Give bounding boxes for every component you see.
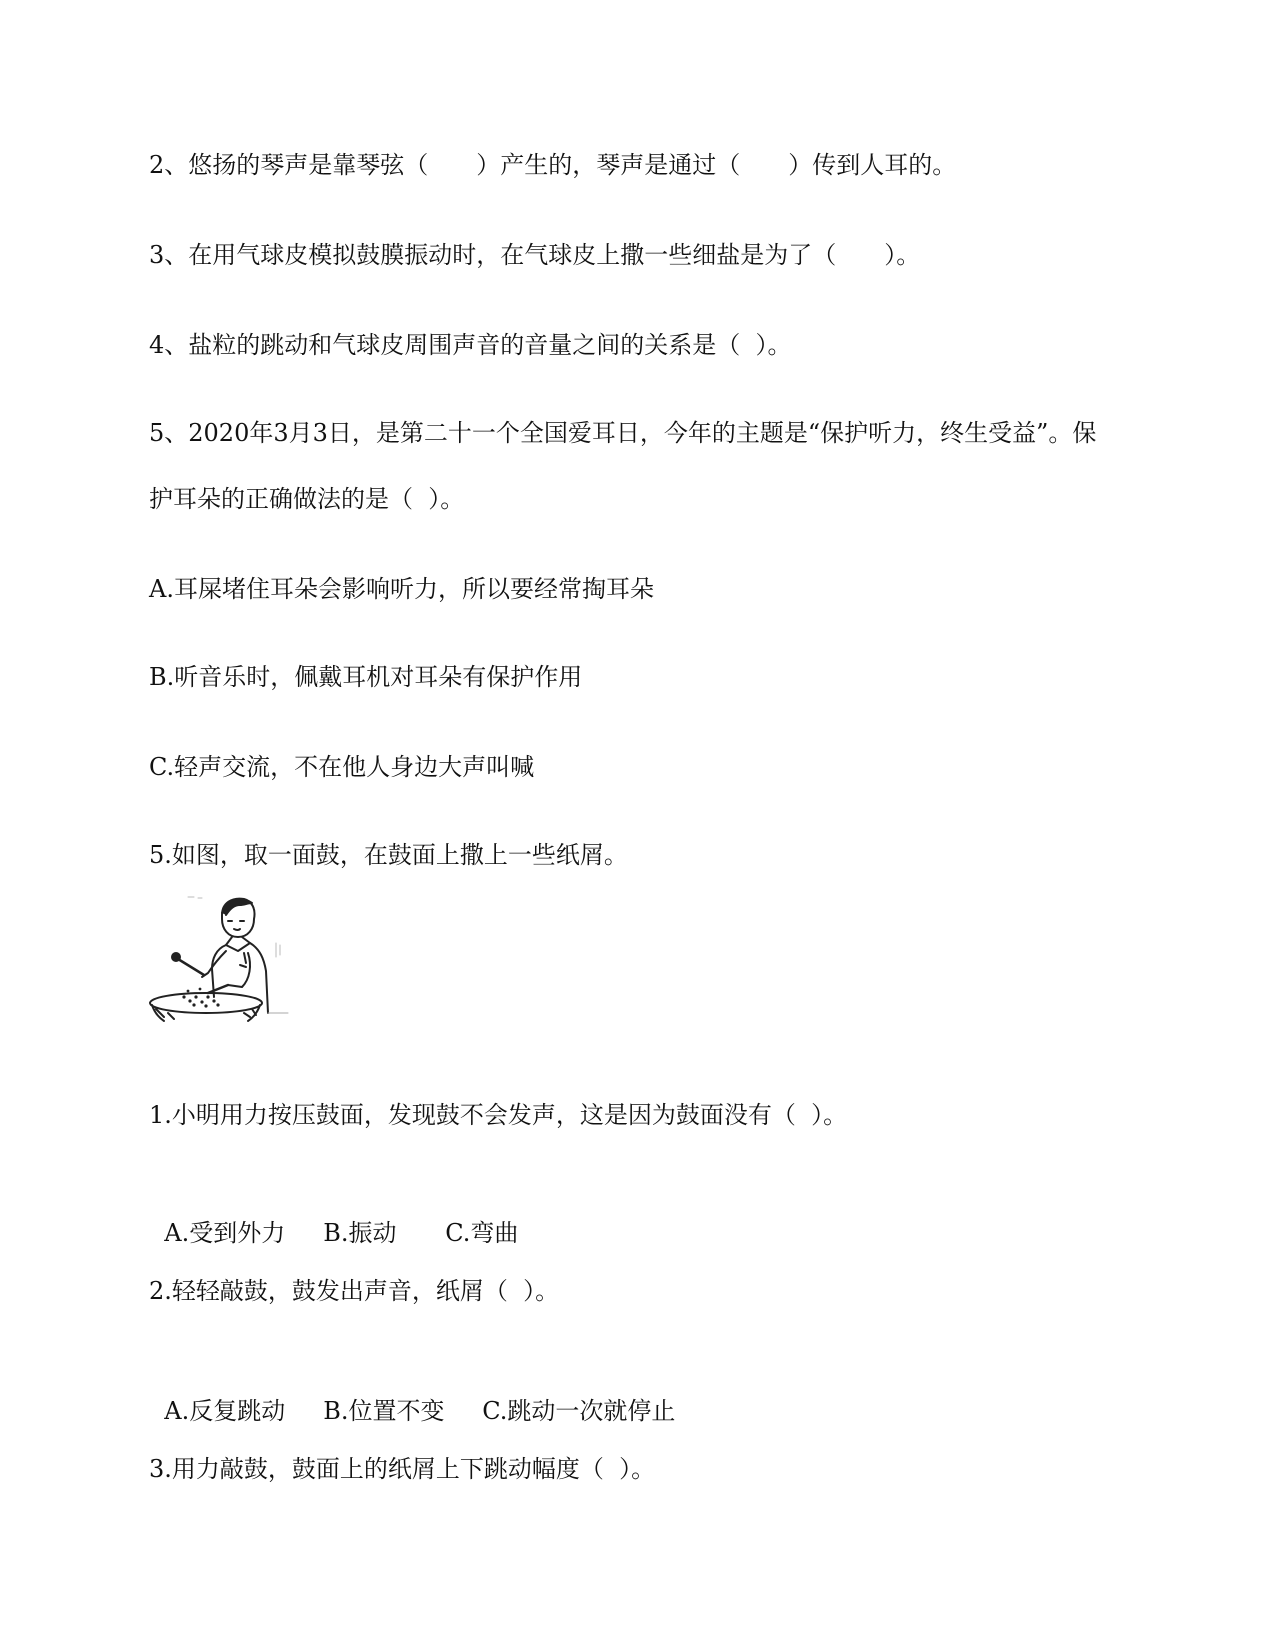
sub-question-1-options <box>149 1188 518 1248</box>
boy-beating-drum-illustration <box>148 893 296 1027</box>
sub-question-1-option-c: C.弯曲 <box>445 1219 519 1247</box>
sub-question-3: 3.用力敲鼓，鼓面上的纸屑上下跳动幅度（ ）。 <box>149 1455 656 1483</box>
sub-question-2-option-c: C.跳动一次就停止 <box>482 1397 676 1425</box>
sub-question-1-option-a: A.受到外力 <box>164 1219 286 1247</box>
question-5-line-2: 护耳朵的正确做法的是（ ）。 <box>149 485 465 513</box>
sub-question-1: 1.小明用力按压鼓面，发现鼓不会发声，这是因为鼓面没有（ ）。 <box>149 1101 848 1129</box>
question-4: 4、盐粒的跳动和气球皮周围声音的音量之间的关系是（ ）。 <box>149 331 792 359</box>
sub-question-2: 2.轻轻敲鼓，鼓发出声音，纸屑（ ）。 <box>149 1277 560 1305</box>
question-5-option-b: B.听音乐时，佩戴耳机对耳朵有保护作用 <box>149 663 583 691</box>
sub-question-1-option-b: B.振动 <box>323 1219 397 1247</box>
sub-question-2-options <box>149 1366 675 1426</box>
question-2: 2、悠扬的琴声是靠琴弦（ ）产生的，琴声是通过（ ）传到人耳的。 <box>149 151 957 179</box>
sub-question-2-option-b: B.位置不变 <box>323 1397 445 1425</box>
drum-experiment-intro: 5.如图，取一面鼓，在鼓面上撒上一些纸屑。 <box>149 841 628 869</box>
question-5-option-a: A.耳屎堵住耳朵会影响听力，所以要经常掏耳朵 <box>149 575 654 603</box>
question-5-option-c: C.轻声交流，不在他人身边大声叫喊 <box>149 753 535 781</box>
question-5-line-1: 5、2020年3月3日，是第二十一个全国爱耳日，今年的主题是“保护听力，终生受益”。保 <box>149 419 1097 447</box>
sub-question-2-option-a: A.反复跳动 <box>164 1397 286 1425</box>
question-3: 3、在用气球皮模拟鼓膜振动时，在气球皮上撒一些细盐是为了（ ）。 <box>149 241 921 269</box>
